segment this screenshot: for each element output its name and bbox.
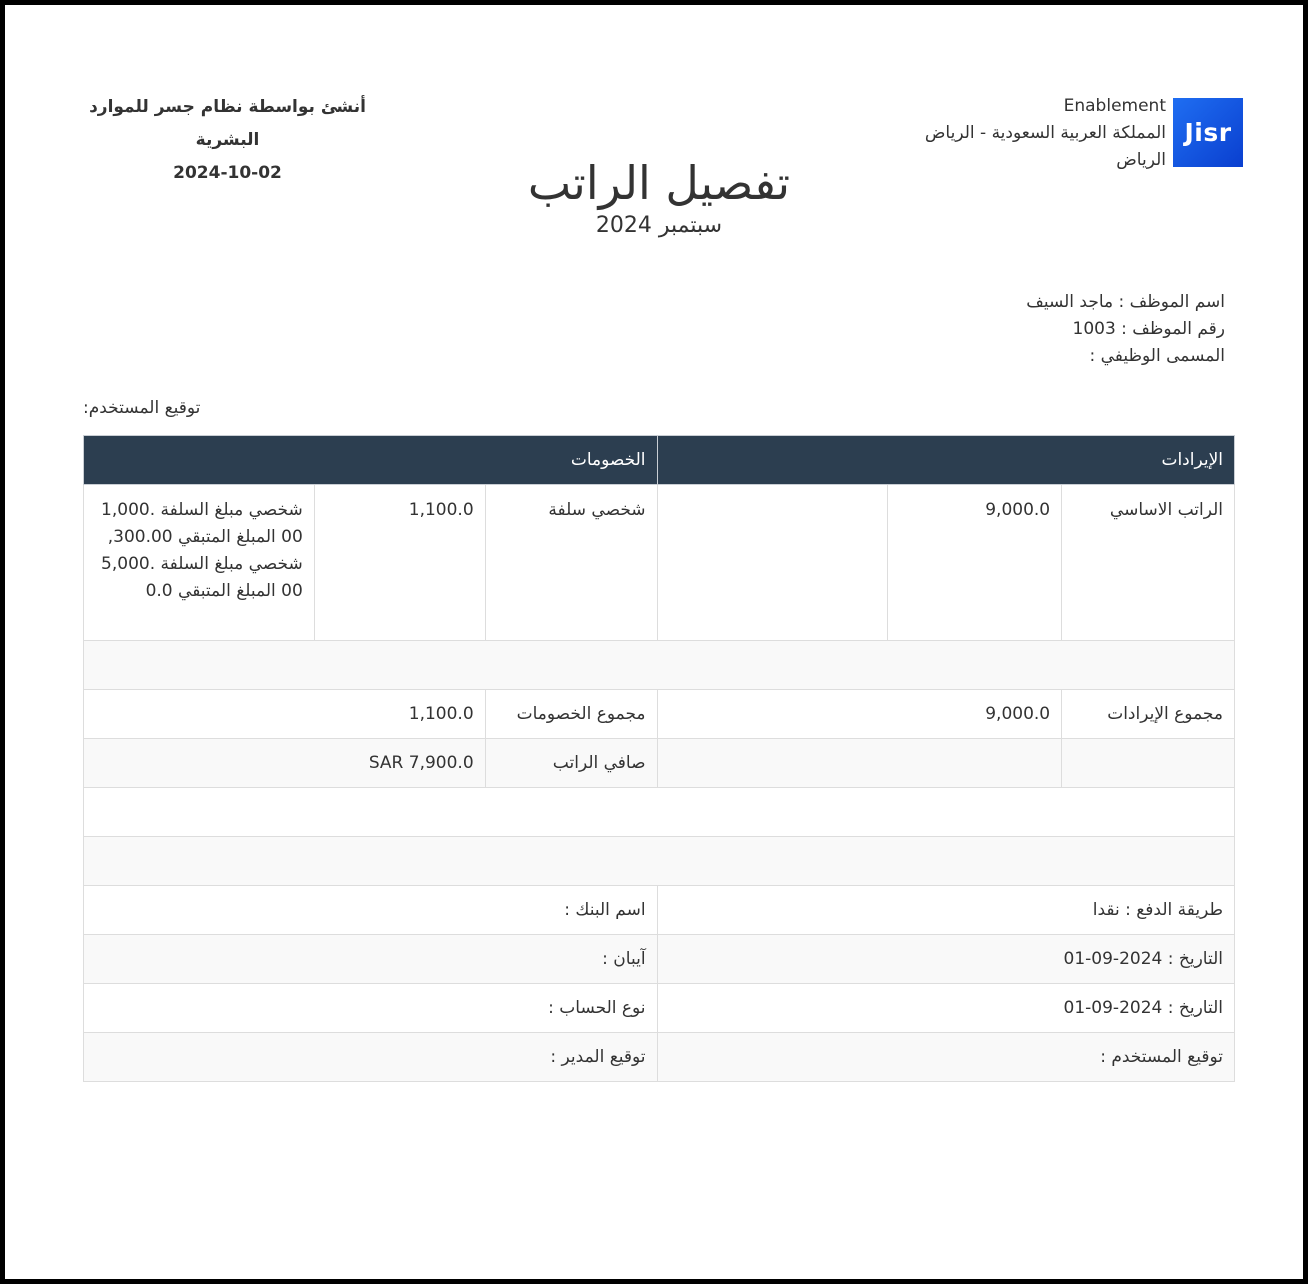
company-country-city: المملكة العربية السعودية - الرياض [924, 123, 1166, 143]
net-salary-label: صافي الراتب [485, 739, 657, 788]
empty-cell [657, 739, 1062, 788]
employee-job-title: المسمى الوظيفي : [1089, 346, 1225, 366]
employee-info [1026, 289, 1225, 370]
date-line-1: التاريخ : 2024-09-01 [657, 935, 1234, 984]
payment-method: طريقة الدفع : نقدا [657, 886, 1234, 935]
signatures-row [84, 1033, 1235, 1082]
deduction-item-value: 1,100.0 [314, 485, 485, 641]
net-salary-value: SAR 7,900.0 [84, 739, 486, 788]
account-type-row [84, 984, 1235, 1033]
logo-text: Jisr [1184, 118, 1232, 147]
user-signature: توقيع المستخدم : [657, 1033, 1234, 1082]
total-earnings-label: مجموع الإيرادات [1062, 690, 1235, 739]
spacer-row [84, 788, 1235, 837]
total-deductions-value: 1,100.0 [84, 690, 486, 739]
earnings-item-note [657, 485, 888, 641]
total-earnings-value: 9,000.0 [657, 690, 1062, 739]
payment-method-row [84, 886, 1235, 935]
total-deductions-label: مجموع الخصومات [485, 690, 657, 739]
table-header-row [84, 436, 1235, 485]
payslip-table [83, 435, 1235, 1082]
iban-row [84, 935, 1235, 984]
date-line-2: التاريخ : 2024-09-01 [657, 984, 1234, 1033]
iban: آيبان : [84, 935, 658, 984]
earnings-item-label: الراتب الاساسي [1062, 485, 1235, 641]
spacer-row [84, 641, 1235, 690]
account-type: نوع الحساب : [84, 984, 658, 1033]
deduction-item-label: شخصي سلفة [485, 485, 657, 641]
user-signature-top: توقيع المستخدم: [83, 398, 201, 418]
bank-name: اسم البنك : [84, 886, 658, 935]
manager-signature: توقيع المدير : [84, 1033, 658, 1082]
company-name: Enablement [1063, 96, 1166, 116]
earnings-header: الإيرادات [657, 436, 1234, 485]
net-salary-row [84, 739, 1235, 788]
company-city: الرياض [1116, 150, 1166, 170]
employee-name: اسم الموظف : ماجد السيف [1026, 292, 1225, 312]
spacer-cell [84, 641, 1235, 690]
generated-date: 2024-10-02 [173, 163, 282, 183]
deductions-header: الخصومات [84, 436, 658, 485]
deduction-item-note: شخصي مبلغ السلفة 1,000.00 المبلغ المتبقي 300.00, شخصي مبلغ السلفة 5,000.00 المبلغ المتبقي 0.0 [84, 485, 315, 641]
spacer-cell [84, 837, 1235, 886]
employee-id: رقم الموظف : 1003 [1072, 319, 1225, 339]
pay-period: سبتمبر 2024 [595, 213, 723, 238]
empty-cell [1062, 739, 1235, 788]
spacer-row [84, 837, 1235, 886]
totals-row [84, 690, 1235, 739]
spacer-cell [84, 788, 1235, 837]
title-block [5, 153, 1308, 241]
page-title: تفصيل الراتب [527, 156, 791, 210]
generated-by: أنشئ بواسطة نظام جسر للموارد البشرية [89, 97, 366, 150]
earnings-item-value: 9,000.0 [888, 485, 1062, 641]
detail-row [84, 485, 1235, 641]
